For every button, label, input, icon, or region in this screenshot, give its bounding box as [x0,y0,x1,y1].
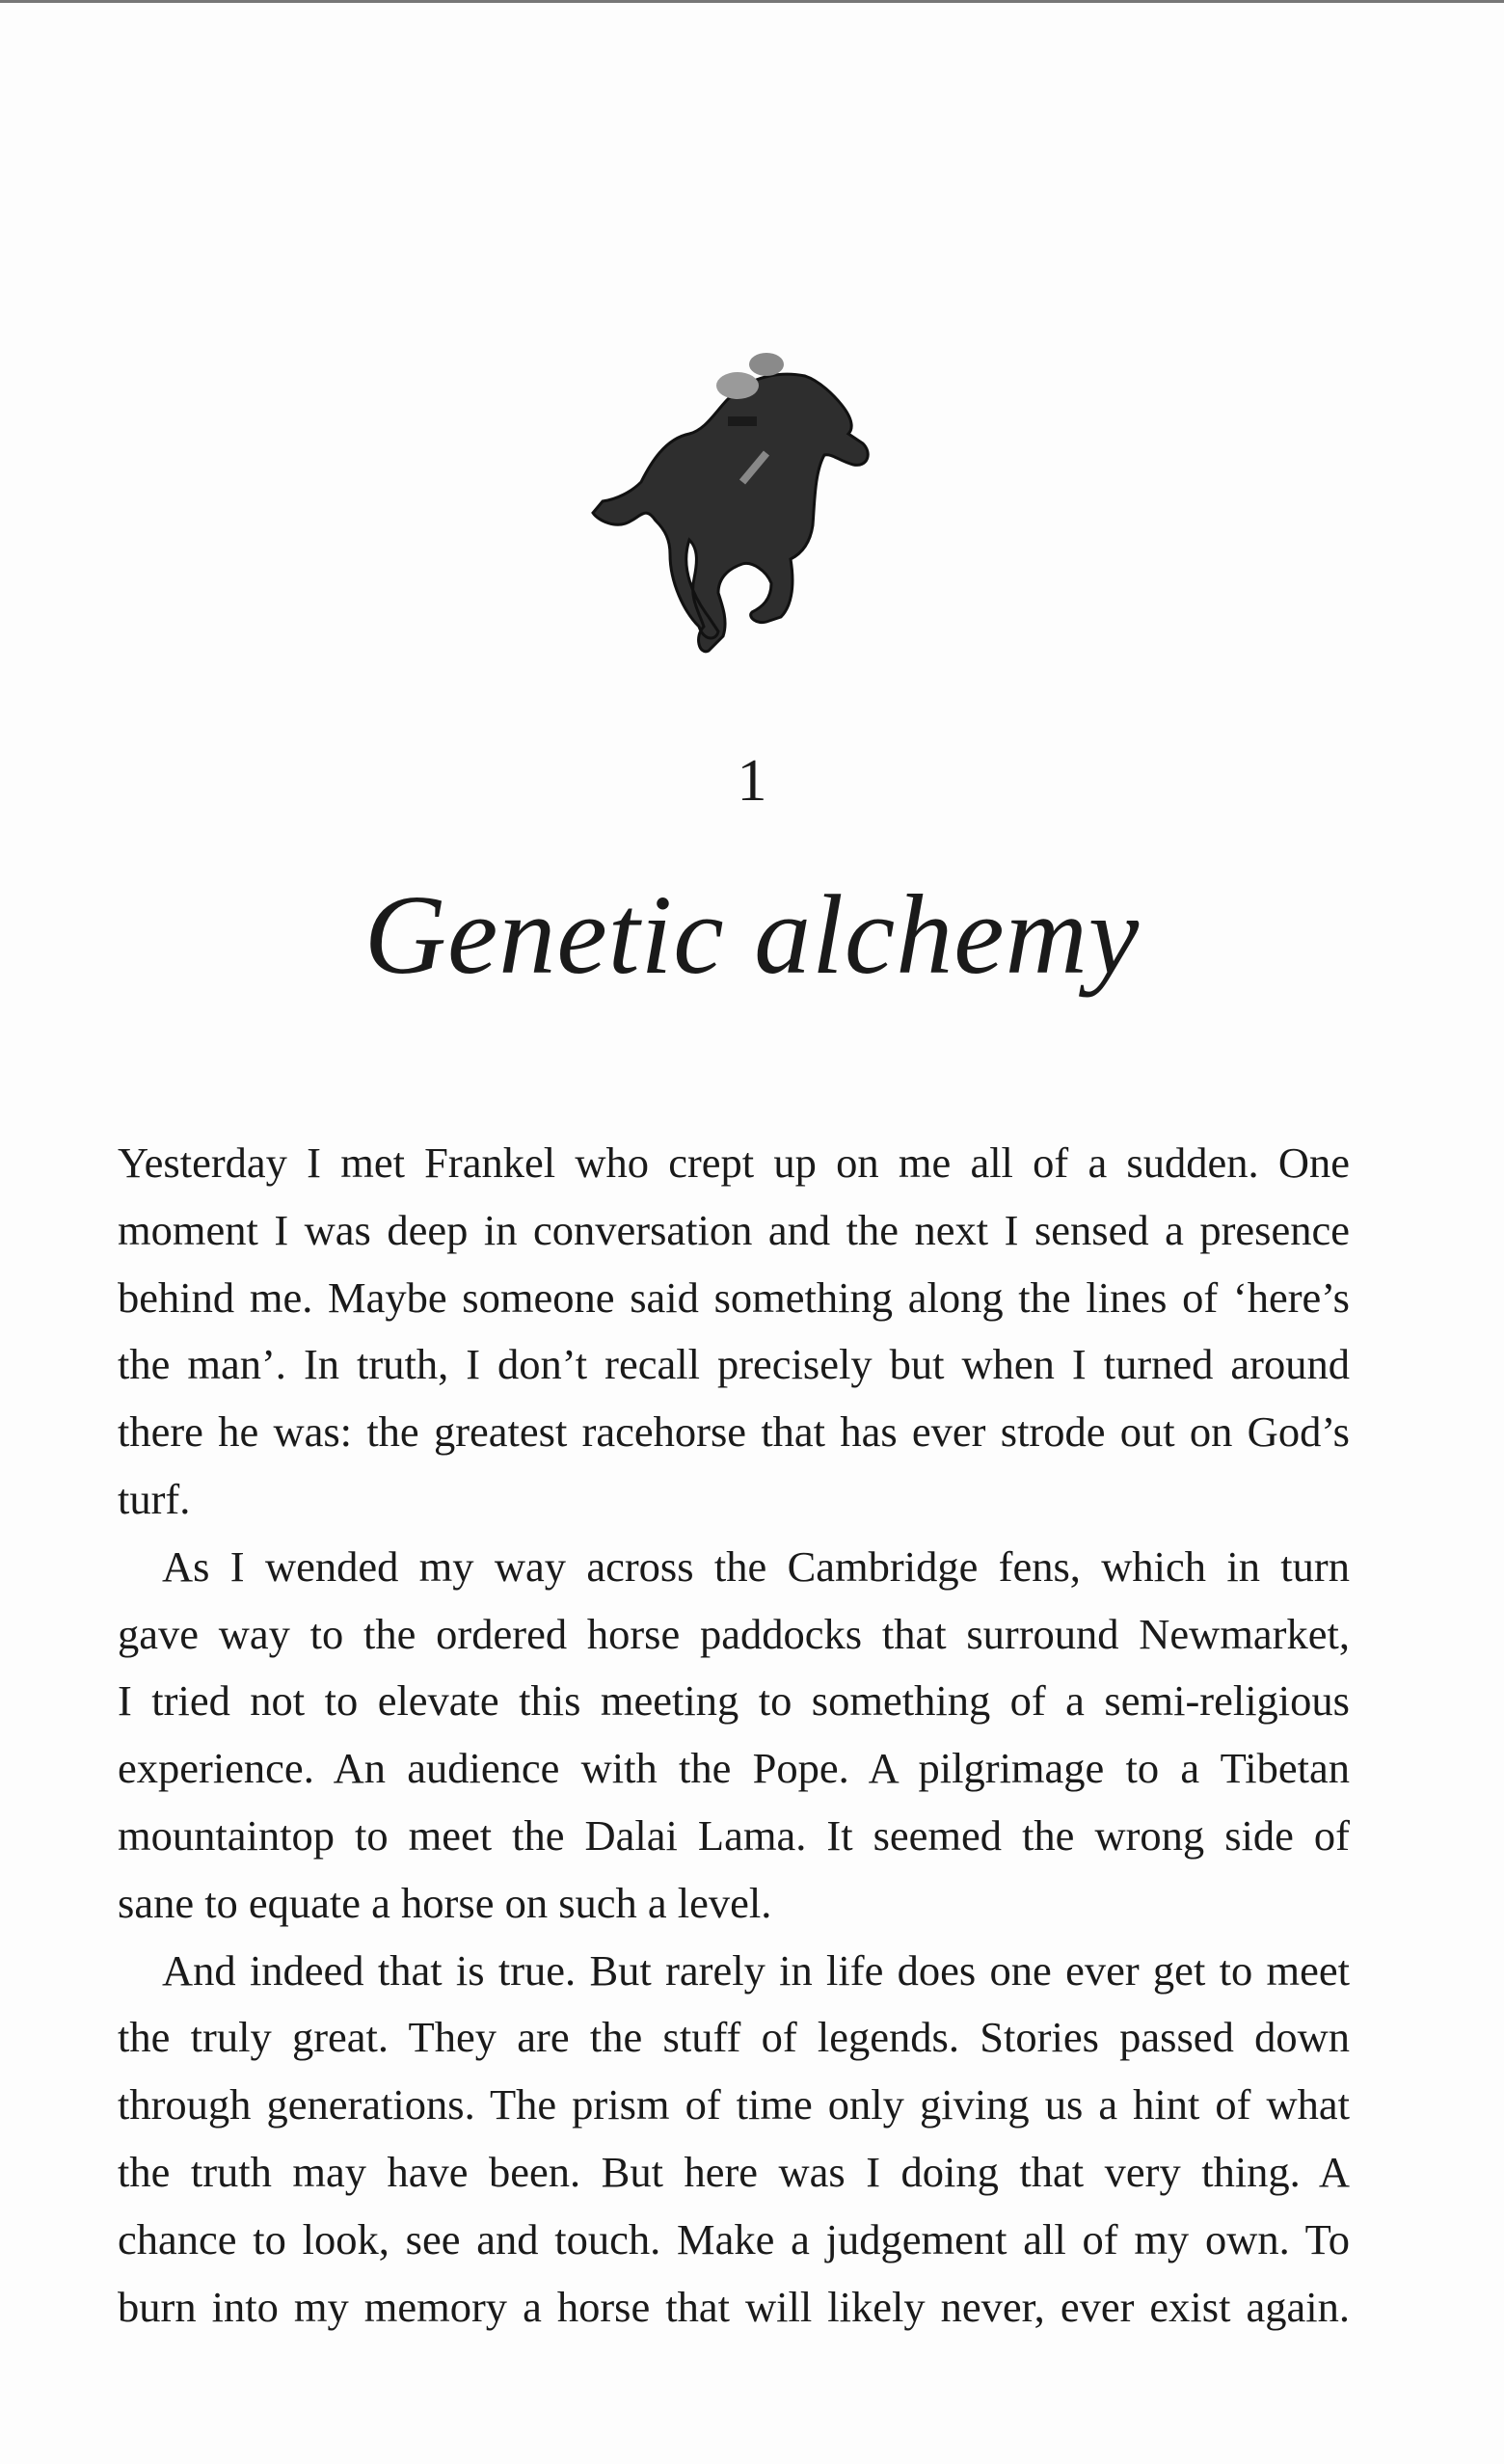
page-edge [0,0,1504,3]
racehorse-illustration [574,347,873,670]
text-line: turf. [118,1474,191,1523]
text-line: the truly great. They are the stuff of legends. Stories passed down [118,2013,1350,2062]
text-line: the man’. In truth, I don’t recall precisely but when I turned around [118,1340,1350,1389]
text-line: mountaintop to meet the Dalai Lama. It seemed the wrong side of [118,1810,1350,1860]
text-line: And indeed that is true. But rarely in life does one ever get to meet [162,1945,1350,1995]
text-line: Yesterday I met Frankel who crept up on me all of a sudden. One [118,1138,1350,1187]
paragraph [118,1938,1350,2342]
text-line: there he was: the greatest racehorse that has ever strode out on God’s [118,1407,1350,1457]
text-line: behind me. Maybe someone said something along the lines of ‘here’s [118,1272,1350,1322]
text-line: gave way to the ordered horse paddocks that surround Newmarket, [118,1609,1350,1658]
text-line: through generations. The prism of time only giving us a hint of what [118,2080,1350,2129]
text-line: sane to equate a horse on such a level. [118,1878,772,1927]
text-line: moment I was deep in conversation and the next I sensed a presence [118,1205,1350,1254]
text-line: I tried not to elevate this meeting to something of a semi-religious [118,1676,1350,1726]
text-line: chance to look, see and touch. Make a judgement all of my own. To [118,2214,1350,2263]
paragraph [118,1534,1350,1938]
paragraph [118,1130,1350,1534]
text-line: As I wended my way across the Cambridge fens, which in turn [162,1541,1350,1591]
chapter-number: 1 [737,748,767,814]
chapter-body [118,1130,1350,2341]
text-line: experience. An audience with the Pope. A pilgrimage to a Tibetan [118,1744,1350,1793]
text-line: burn into my memory a horse that will likely never, ever exist again. [118,2282,1350,2331]
text-line: the truth may have been. But here was I doing that very thing. A [118,2147,1350,2196]
chapter-title: Genetic alchemy [363,871,1141,998]
